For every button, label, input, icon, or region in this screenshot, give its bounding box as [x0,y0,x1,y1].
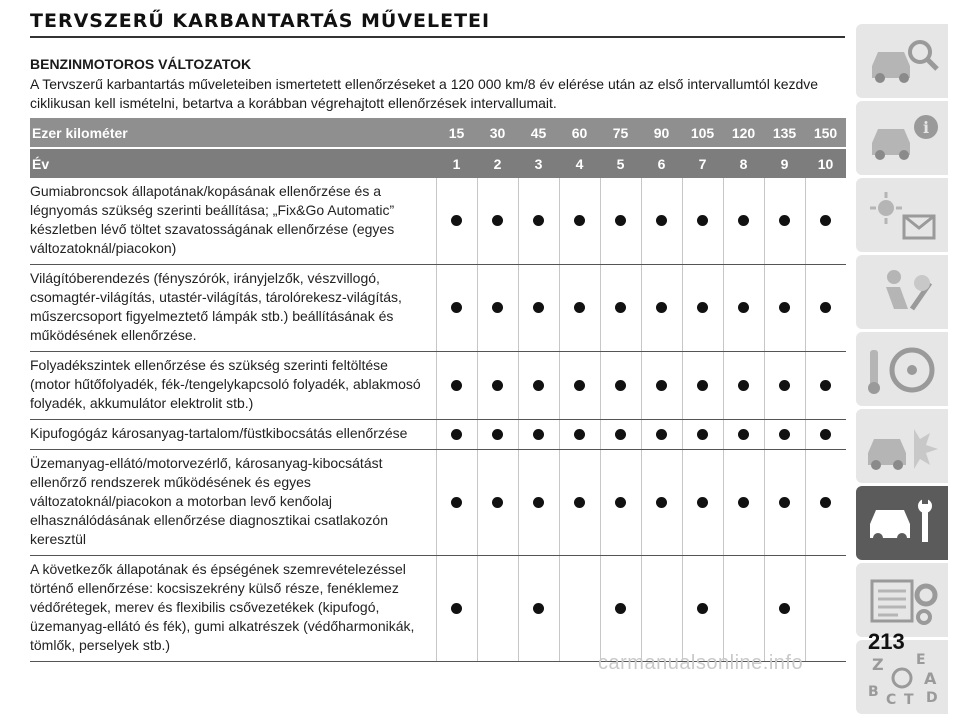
check-required-dot [615,603,626,614]
chapter-tab-specs-gears[interactable] [856,563,948,637]
interval-cell [600,556,641,662]
check-required-dot [533,302,544,313]
check-description: A következők állapotának és épségének szemrevételezéssel történő ellenőrzése: kocsiszekrény külső része, fenéklemez védőrétegek, merev és flexibilis csővezetékek (kipufogó, üzemanyag-ellátó és fék), gumi alkatrészek (védőharmonikák, tömlők, perselyek stb.) [30,556,436,662]
intro-paragraph: A Tervszerű karbantartás műveleteiben ismertetett ellenőrzéseket a 120 000 km/8 év elérése után az első intervallumtól kezdve ciklikusan kell ismételni, betartva a korábban végrehajtott ellenőrzések intervallumait. [30,76,819,111]
check-required-dot [574,429,585,440]
schedule-row [30,265,846,352]
year-header-cell: 9 [764,148,805,178]
check-required-dot [615,497,626,508]
chapter-tab-warning-lights[interactable] [856,178,948,252]
km-header-row [30,118,846,148]
check-required-dot [779,429,790,440]
interval-cell [723,450,764,556]
check-required-dot [779,497,790,508]
interval-cell [764,556,805,662]
interval-cell [764,178,805,265]
svg-text:D: D [926,690,938,706]
interval-cell [518,450,559,556]
section-heading: BENZINMOTOROS VÁLTOZATOK [30,56,252,72]
check-required-dot [451,603,462,614]
check-required-dot [615,215,626,226]
interval-cell [436,556,477,662]
interval-cell [682,178,723,265]
interval-cell [518,556,559,662]
interval-cell [436,352,477,420]
interval-cell [805,556,846,662]
km-header-cell: 60 [559,118,600,148]
interval-cell [436,178,477,265]
km-header-cell: 75 [600,118,641,148]
title-divider [30,36,845,38]
car-wrench-icon [864,494,942,554]
check-required-dot [574,497,585,508]
interval-cell [682,352,723,420]
check-required-dot [615,429,626,440]
check-description: Folyadékszintek ellenőrzése és szükség szerinti feltöltése (motor hűtőfolyadék, fék-/tengelykapcsoló folyadék, ablakmosó folyadék, akkumulátor elektrolit stb.) [30,352,436,420]
check-required-dot [656,215,667,226]
key-steering-wheel-icon [864,340,942,400]
check-required-dot [656,429,667,440]
interval-cell [805,352,846,420]
check-required-dot [451,429,462,440]
car-info-icon [864,109,942,169]
check-required-dot [738,497,749,508]
interval-cell [477,178,518,265]
km-header-cell: 105 [682,118,723,148]
interval-cell [805,178,846,265]
year-header-cell: 6 [641,148,682,178]
check-required-dot [533,603,544,614]
check-required-dot [615,380,626,391]
check-required-dot [820,215,831,226]
schedule-row [30,450,846,556]
check-required-dot [492,215,503,226]
interval-cell [682,265,723,352]
check-required-dot [533,380,544,391]
interval-cell [518,265,559,352]
interval-cell [723,178,764,265]
km-header-cell: 135 [764,118,805,148]
chapter-tab-key-steering-wheel[interactable] [856,332,948,406]
interval-cell [518,352,559,420]
svg-text:E: E [916,652,926,668]
km-header-cell: 90 [641,118,682,148]
schedule-body [30,178,846,662]
chapter-tab-car-search[interactable] [856,24,948,98]
check-required-dot [574,380,585,391]
check-required-dot [779,603,790,614]
schedule-row [30,178,846,265]
year-header-cell: 1 [436,148,477,178]
check-required-dot [820,380,831,391]
check-required-dot [820,302,831,313]
year-header-cell: 2 [477,148,518,178]
check-required-dot [533,497,544,508]
check-required-dot [820,497,831,508]
check-required-dot [697,429,708,440]
check-required-dot [738,302,749,313]
year-header-cell: 10 [805,148,846,178]
year-header-cell: 5 [600,148,641,178]
interval-cell [641,178,682,265]
check-required-dot [738,215,749,226]
check-required-dot [738,380,749,391]
year-header-cell: 3 [518,148,559,178]
year-header-row [30,148,846,178]
page-number: 213 [868,629,905,654]
interval-cell [764,420,805,450]
check-required-dot [451,380,462,391]
schedule-row [30,556,846,662]
svg-text:Z: Z [872,655,884,674]
check-required-dot [574,302,585,313]
check-description: Világítóberendezés (fényszórók, irányjelzők, vészvillogó, csomagtér-világítás, utastér-világítás, tárolórekesz-világítás, műszercsoport figyelmeztető lámpák stb.) beállításának és működésének ellenőrzése. [30,265,436,352]
chapter-tab-car-crash[interactable] [856,409,948,483]
interval-cell [641,556,682,662]
year-header-cell: 8 [723,148,764,178]
check-required-dot [492,302,503,313]
interval-cell [477,556,518,662]
check-description: Kipufogógáz károsanyag-tartalom/füstkibocsátás ellenőrzése [30,420,436,450]
km-header-label: Ezer kilométer [30,118,436,148]
interval-cell [805,420,846,450]
page-title: TERVSZERŰ KARBANTARTÁS MŰVELETEI [30,10,491,32]
check-required-dot [492,429,503,440]
interval-cell [682,556,723,662]
km-header-cell: 120 [723,118,764,148]
interval-cell [600,450,641,556]
interval-cell [600,178,641,265]
chapter-tab-car-info[interactable] [856,101,948,175]
interval-cell [518,178,559,265]
schedule-row [30,420,846,450]
interval-cell [559,450,600,556]
interval-cell [641,450,682,556]
interval-cell [682,420,723,450]
car-search-icon [864,32,942,92]
specs-gears-icon [864,571,942,631]
check-required-dot [451,215,462,226]
km-header-cell: 30 [477,118,518,148]
interval-cell [436,265,477,352]
check-required-dot [697,603,708,614]
year-header-label: Év [30,148,436,178]
check-required-dot [451,302,462,313]
check-required-dot [779,302,790,313]
interval-cell [600,352,641,420]
interval-cell [723,420,764,450]
check-required-dot [779,380,790,391]
interval-cell [518,420,559,450]
interval-cell [805,450,846,556]
interval-cell [723,265,764,352]
interval-cell [641,265,682,352]
interval-cell [477,420,518,450]
svg-text:A: A [924,669,937,688]
interval-cell [436,420,477,450]
svg-text:C: C [886,692,897,708]
schedule-row [30,352,846,420]
interval-cell [641,352,682,420]
chapter-tab-airbag-seat[interactable] [856,255,948,329]
watermark: carmanualsonline.info [598,652,804,674]
check-required-dot [656,380,667,391]
check-description: Üzemanyag-ellátó/motorvezérlő, károsanyag-kibocsátást ellenőrző rendszerek működésének és egyes változatoknál/piacokon a motorban levő kenőolaj elhasználódásának ellenőrzése diagnosztikai csatlakozón keresztül [30,450,436,556]
km-header-cell: 45 [518,118,559,148]
interval-cell [600,420,641,450]
svg-text:T: T [904,692,914,708]
check-required-dot [492,497,503,508]
check-required-dot [615,302,626,313]
interval-cell [559,420,600,450]
check-required-dot [656,497,667,508]
interval-cell [559,556,600,662]
check-required-dot [697,380,708,391]
check-required-dot [492,380,503,391]
interval-cell [723,352,764,420]
check-required-dot [656,302,667,313]
km-header-cell: 15 [436,118,477,148]
svg-text:B: B [868,684,879,700]
year-header-cell: 4 [559,148,600,178]
interval-cell [805,265,846,352]
airbag-seat-icon [864,263,942,323]
km-header-cell: 150 [805,118,846,148]
interval-cell [764,450,805,556]
interval-cell [477,352,518,420]
check-required-dot [574,215,585,226]
alphabetical-index-icon [864,648,942,708]
interval-cell [559,265,600,352]
interval-cell [436,450,477,556]
maintenance-schedule-table [30,118,846,662]
interval-cell [641,420,682,450]
check-required-dot [738,429,749,440]
interval-cell [477,450,518,556]
chapter-tab-car-wrench[interactable] [856,486,948,560]
check-required-dot [697,215,708,226]
check-required-dot [697,302,708,313]
year-header-cell: 7 [682,148,723,178]
interval-cell [764,265,805,352]
check-required-dot [779,215,790,226]
check-required-dot [697,497,708,508]
interval-cell [559,178,600,265]
car-crash-icon [864,417,942,477]
interval-cell [600,265,641,352]
check-required-dot [820,429,831,440]
interval-cell [477,265,518,352]
interval-cell [723,556,764,662]
svg-text:i: i [923,118,930,137]
check-required-dot [533,215,544,226]
check-required-dot [451,497,462,508]
interval-cell [682,450,723,556]
check-description: Gumiabroncsok állapotának/kopásának ellenőrzése és a légnyomás szükség szerinti beállítása; „Fix&Go Automatic” készletben lévő töltet szavatosságának ellenőrzése (egyes változatoknál/piacokon) [30,178,436,265]
check-required-dot [533,429,544,440]
interval-cell [559,352,600,420]
warning-lights-icon [864,186,942,246]
interval-cell [764,352,805,420]
